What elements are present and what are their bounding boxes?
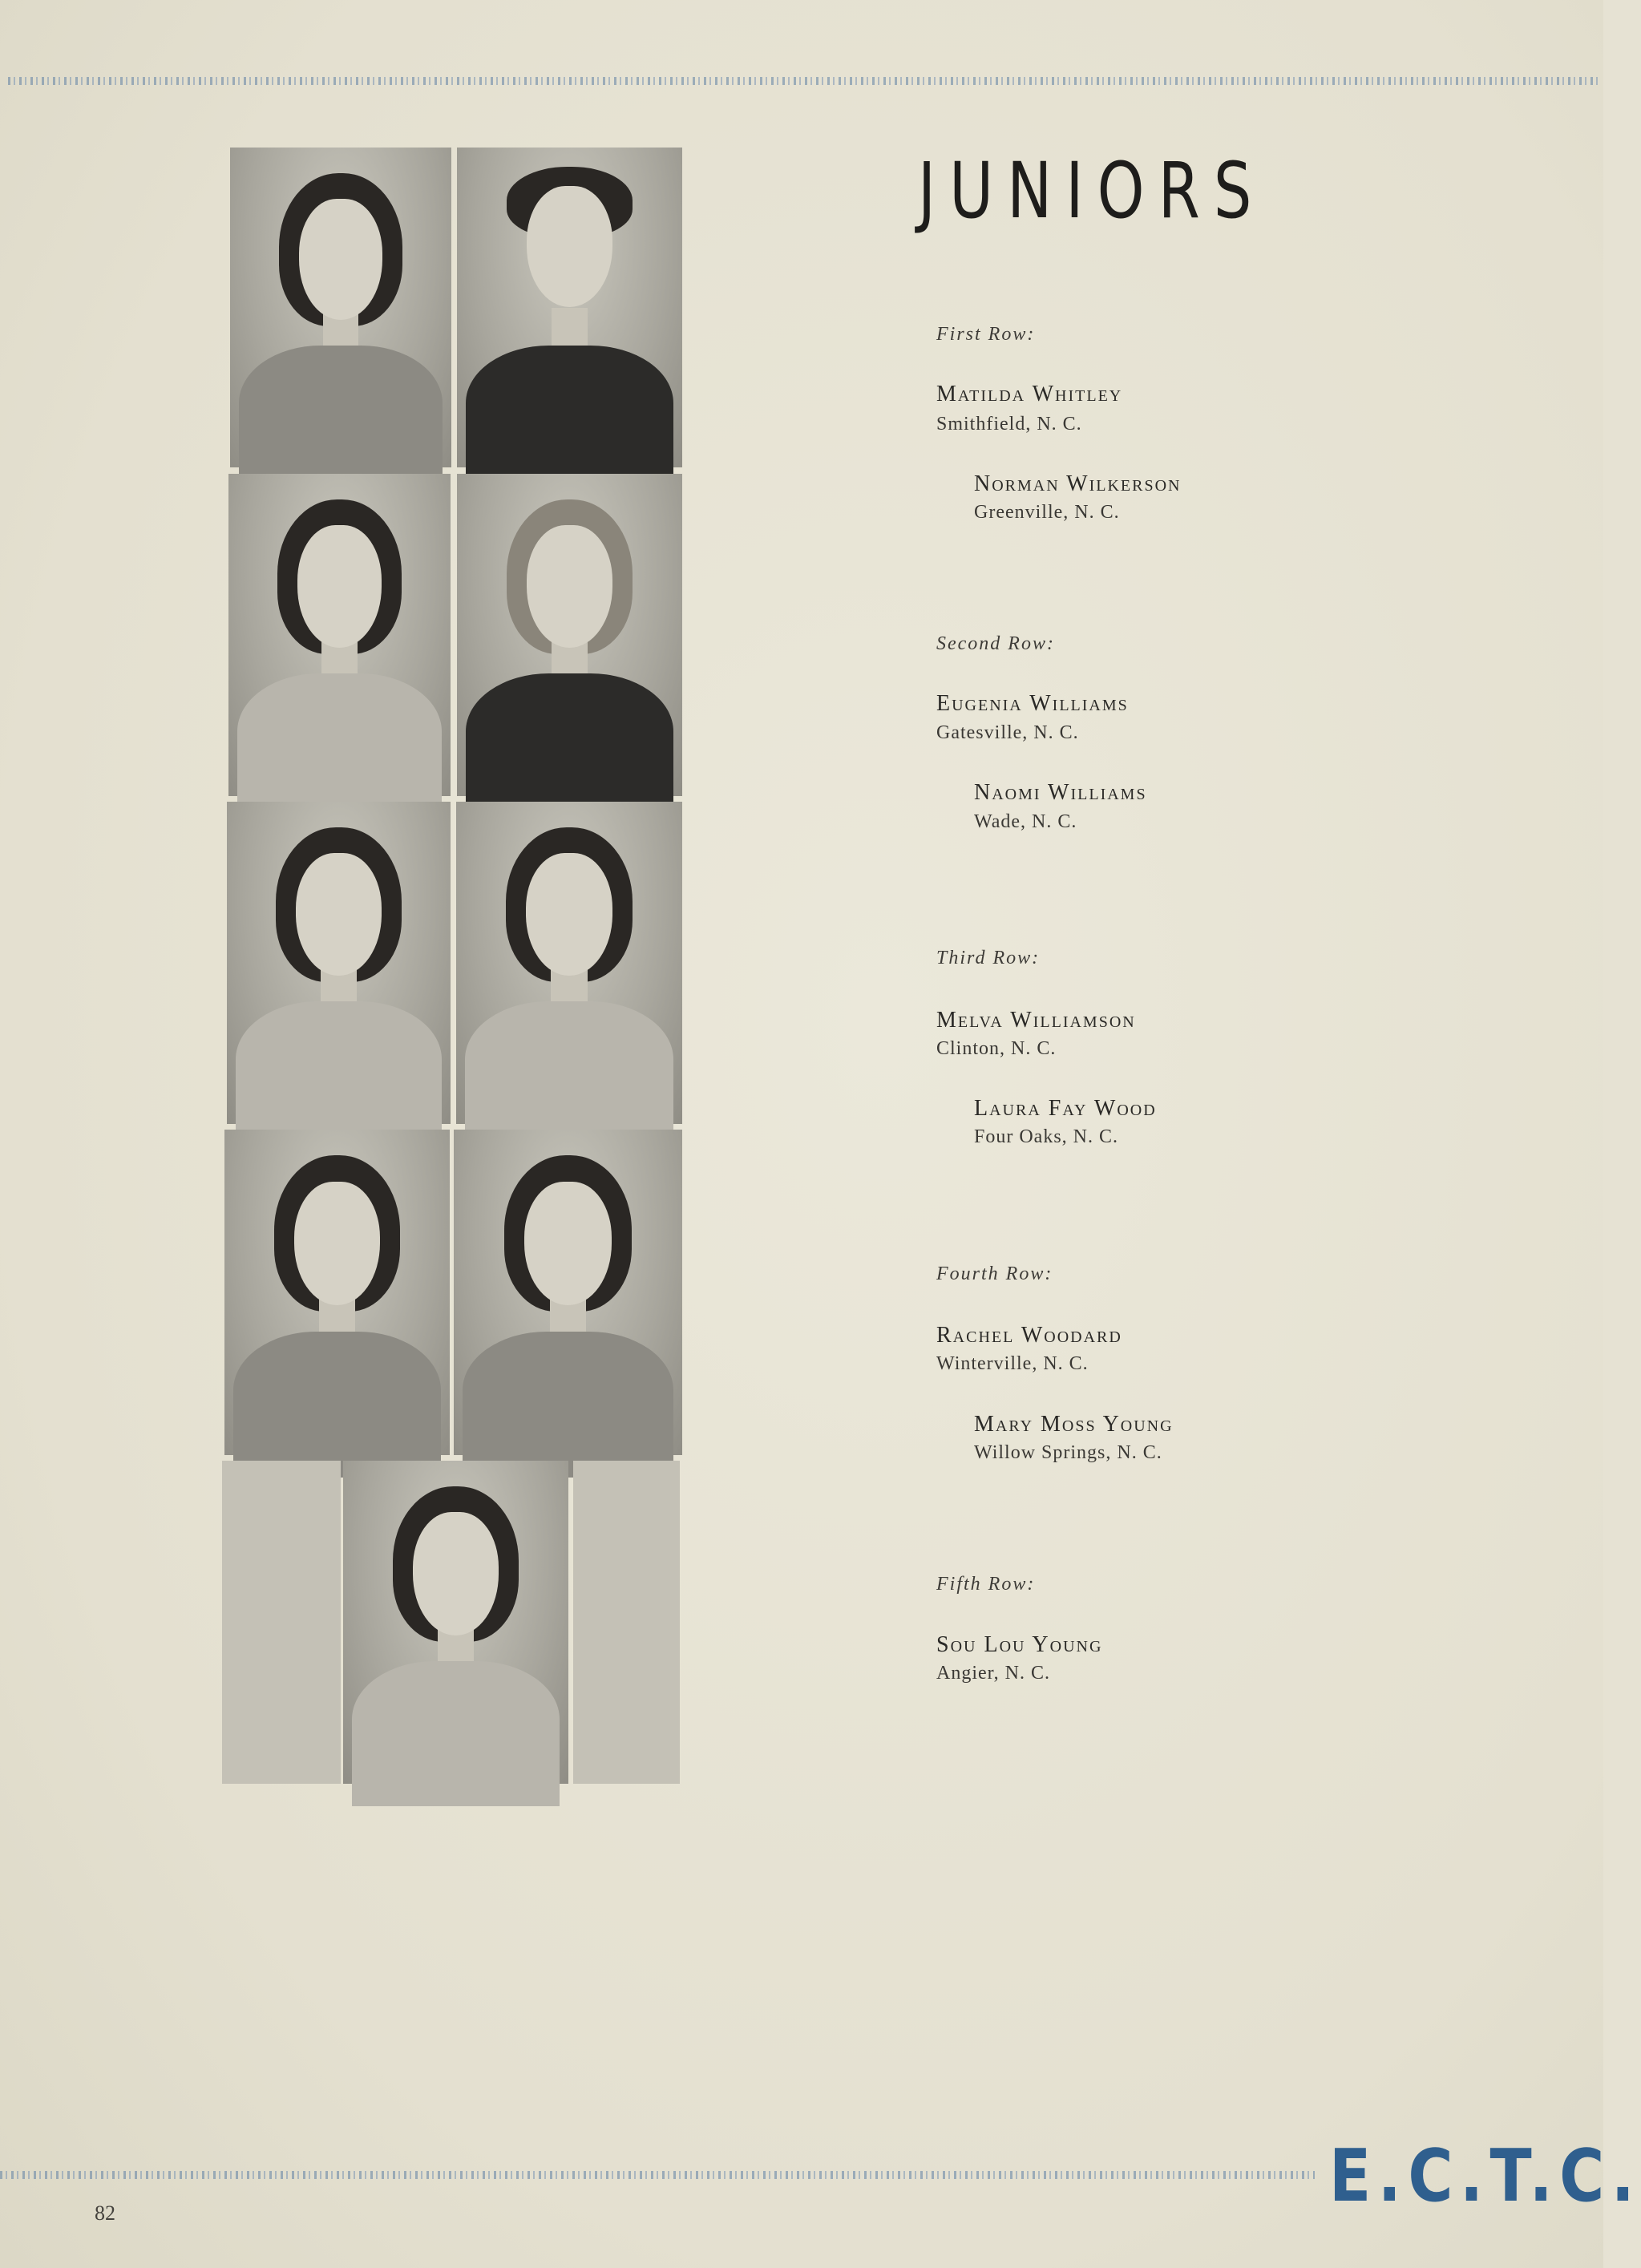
portrait-eugenia-williams	[228, 474, 451, 796]
row-label-second: Second Row:	[936, 633, 1055, 654]
portrait-melva-williamson	[227, 802, 451, 1124]
photo-filler-right	[573, 1461, 680, 1784]
college-monogram: E.C.T.C.	[1329, 2134, 1641, 2218]
row-label-first: First Row:	[936, 324, 1036, 345]
student-name: Matilda Whitley	[936, 382, 1123, 406]
page-title: JUNIORS	[918, 146, 1266, 236]
portrait-naomi-williams	[457, 474, 682, 796]
student-town: Angier, N. C.	[936, 1663, 1051, 1684]
row-label-fifth: Fifth Row:	[936, 1574, 1036, 1595]
row-label-fourth: Fourth Row:	[936, 1263, 1053, 1284]
portrait-sou-lou-young	[343, 1461, 568, 1784]
student-town: Willow Springs, N. C.	[974, 1442, 1162, 1463]
student-town: Greenville, N. C.	[974, 502, 1120, 523]
student-town: Wade, N. C.	[974, 811, 1077, 832]
portrait-rachel-woodard	[224, 1130, 450, 1455]
student-town: Smithfield, N. C.	[936, 414, 1082, 435]
student-name: Naomi Williams	[974, 780, 1147, 805]
student-name: Laura Fay Wood	[974, 1096, 1157, 1121]
row-label-third: Third Row:	[936, 948, 1041, 968]
student-name: Mary Moss Young	[974, 1412, 1174, 1437]
student-name: Melva Williamson	[936, 1008, 1136, 1033]
student-name: Rachel Woodard	[936, 1323, 1122, 1348]
student-town: Four Oaks, N. C.	[974, 1126, 1119, 1147]
portrait-norman-wilkerson	[457, 148, 682, 467]
page-number: 82	[95, 2201, 115, 2225]
student-name: Norman Wilkerson	[974, 471, 1182, 496]
photo-filler-left	[222, 1461, 341, 1784]
student-name: Eugenia Williams	[936, 691, 1129, 716]
student-town: Winterville, N. C.	[936, 1353, 1089, 1374]
portrait-matilda-whitley	[230, 148, 451, 467]
bottom-decorative-rule	[0, 2171, 1315, 2179]
portrait-laura-fay-wood	[456, 802, 682, 1124]
student-town: Clinton, N. C.	[936, 1038, 1057, 1059]
student-name: Sou Lou Young	[936, 1632, 1103, 1657]
top-decorative-rule	[8, 77, 1599, 85]
student-town: Gatesville, N. C.	[936, 722, 1079, 743]
portrait-mary-moss-young	[454, 1130, 682, 1455]
